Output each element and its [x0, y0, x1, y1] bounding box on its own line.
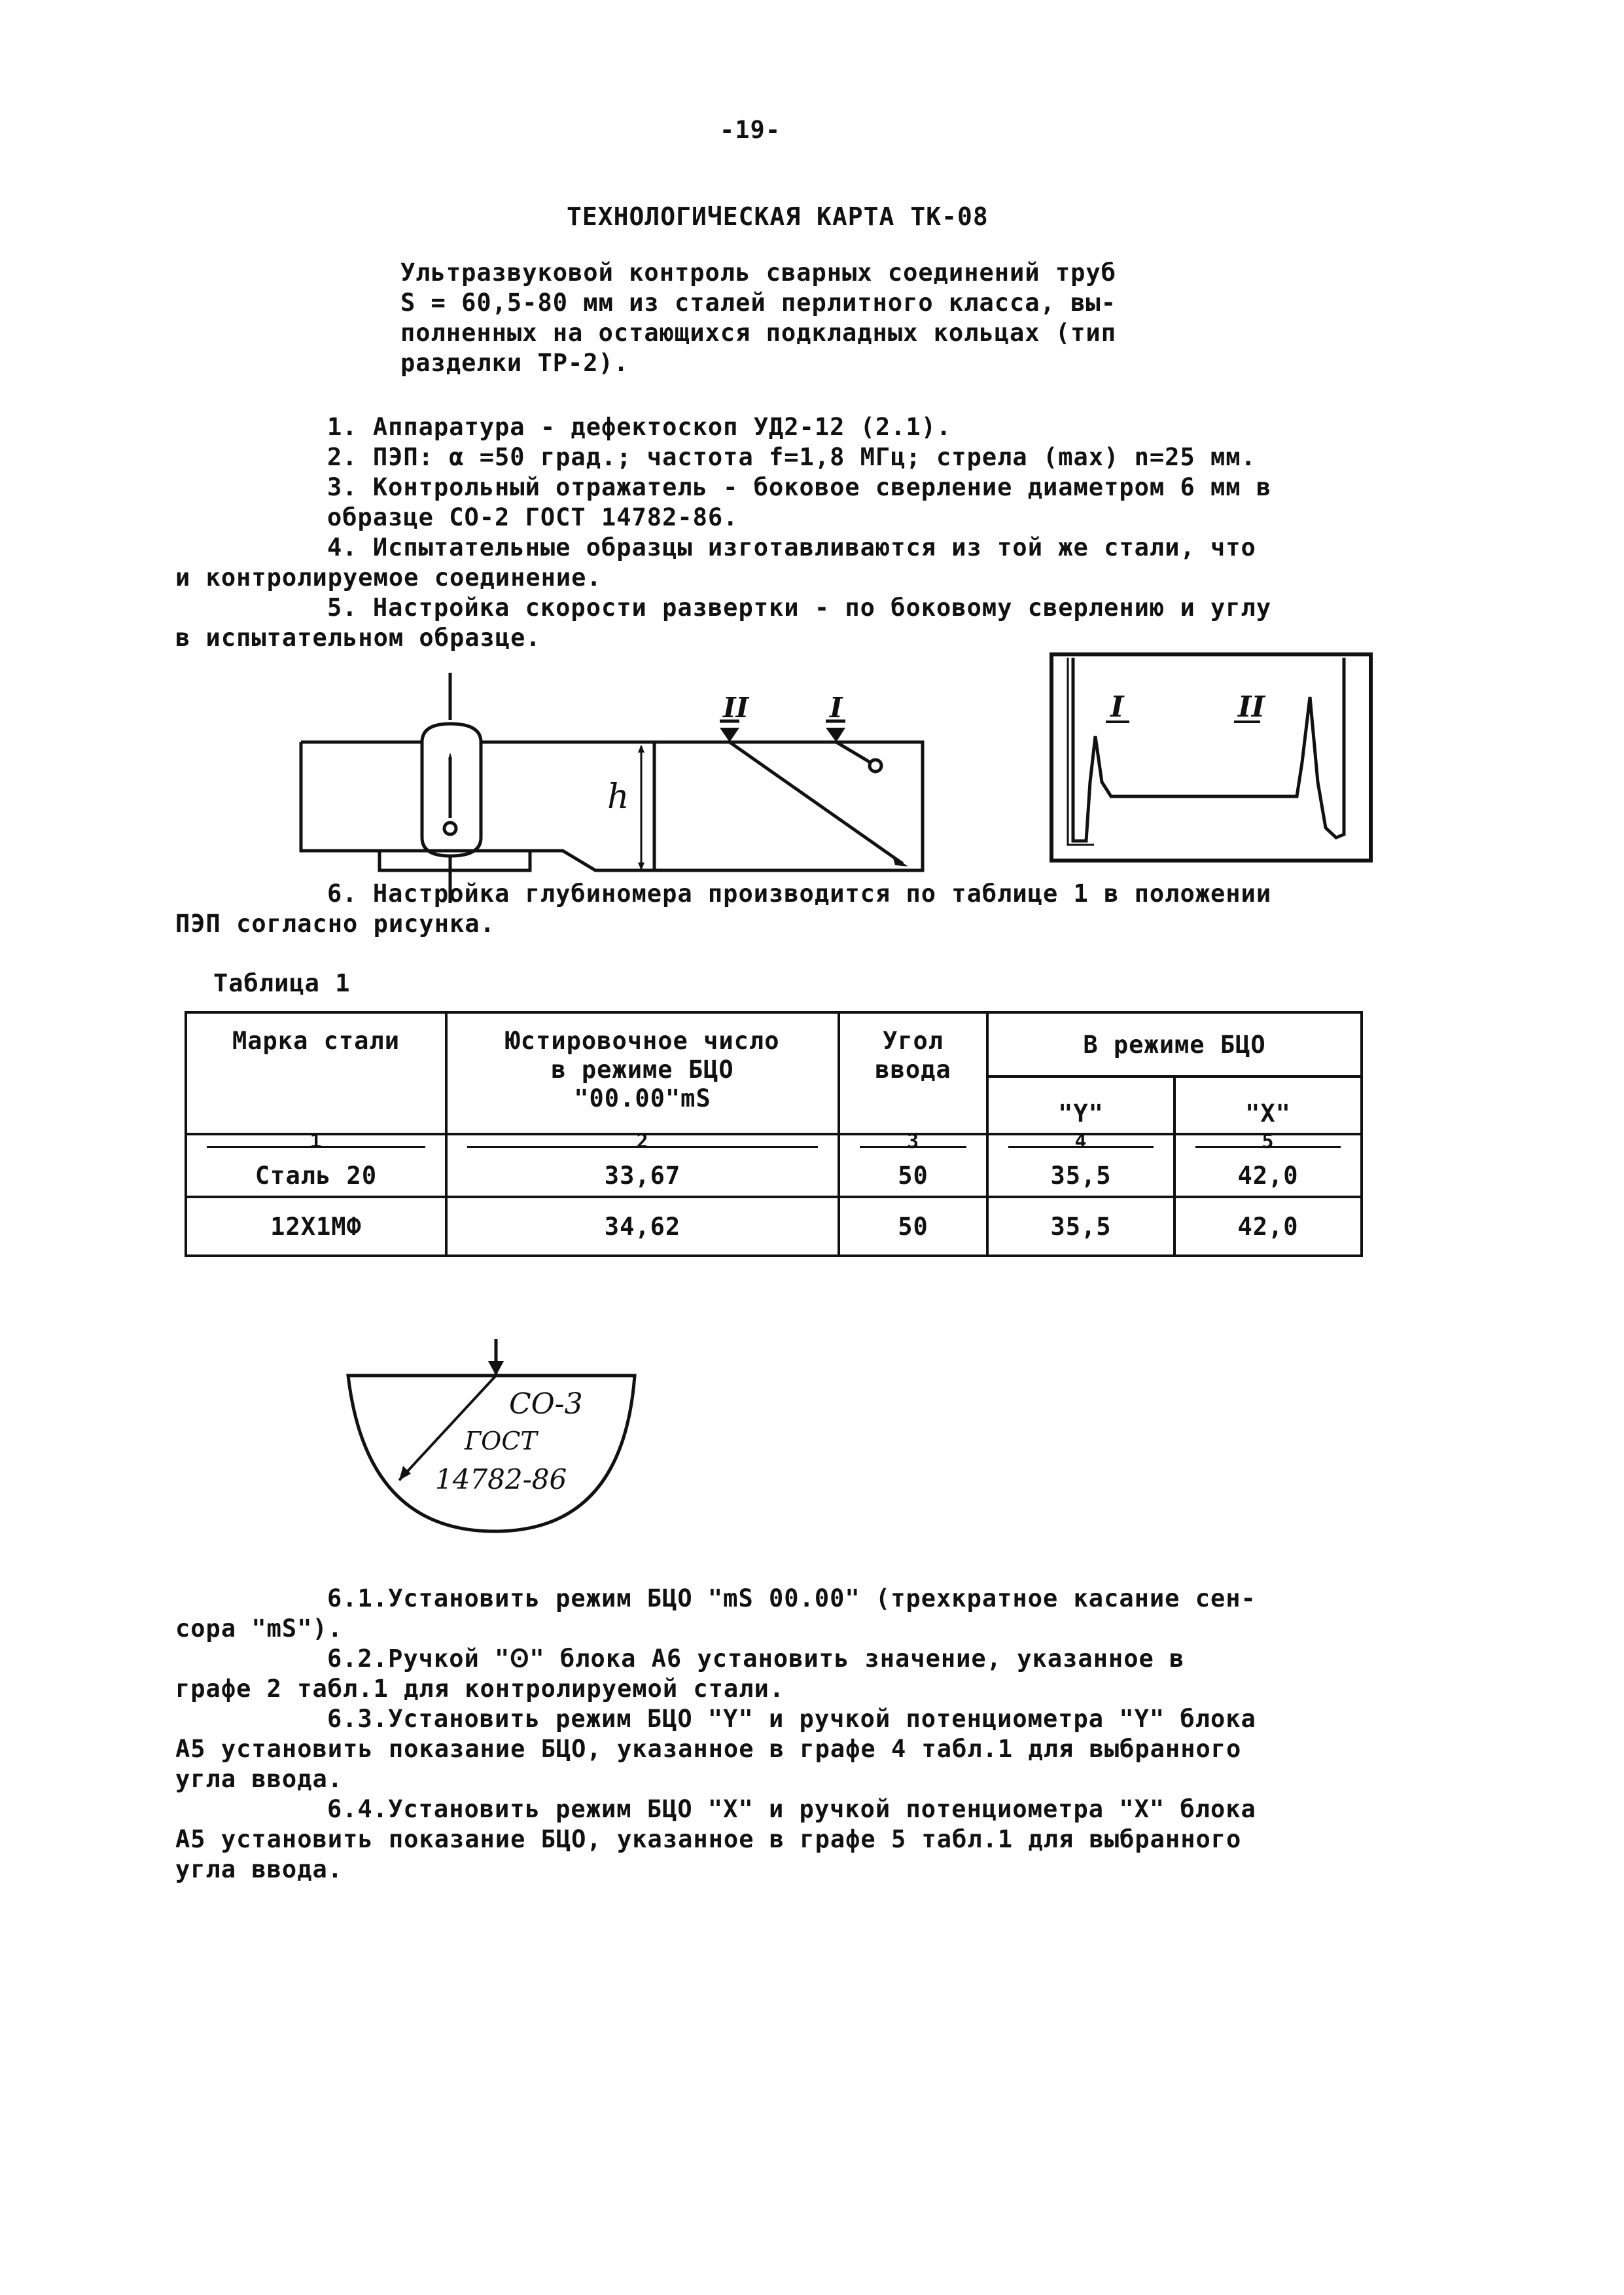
column-number: 5 — [1176, 1135, 1360, 1155]
cell-steel: 12Х1МФ — [186, 1197, 446, 1256]
column-number: 4 — [989, 1135, 1173, 1155]
item-3: 3. Контрольный отражатель - боковое сверление диаметром 6 мм в — [327, 473, 1272, 501]
cell-x: 42,0 — [1174, 1197, 1362, 1256]
cell-y: 35,5 — [987, 1155, 1174, 1197]
echo-label-1: I — [1110, 690, 1124, 724]
header-x: "X" — [1174, 1076, 1362, 1134]
page-title: ТЕХНОЛОГИЧЕСКАЯ КАРТА ТК-08 — [567, 202, 989, 231]
subtitle-line: S = 60,5-80 мм из сталей перлитного класса, вы- — [400, 289, 1116, 317]
items-list — [175, 412, 1491, 653]
item-5-continued: в испытательном образце. — [175, 624, 541, 652]
block-label-line: СО-3 — [509, 1387, 583, 1421]
header-entry-angle: Угол ввода — [839, 1012, 987, 1134]
calibration-table — [185, 1011, 1363, 1257]
beam-label-1: I — [830, 692, 843, 724]
cell-steel: Сталь 20 — [186, 1155, 446, 1197]
subtitle-line: разделки ТР-2). — [400, 349, 629, 377]
table-caption: Таблица 1 — [213, 969, 351, 997]
header-calibration-number: Юстировочное число в режиме БЦО "00.00"mS — [446, 1012, 839, 1134]
beam-label-2: II — [723, 692, 749, 724]
setup-steps — [175, 1584, 1491, 1885]
item-6 — [175, 879, 1491, 939]
weld-section-figure — [288, 661, 942, 910]
header-bco-mode: В режиме БЦО — [987, 1012, 1362, 1076]
step-6-2-continued: графе 2 табл.1 для контролируемой стали. — [175, 1675, 785, 1703]
step-6-3-continued: А5 установить показание БЦО, указанное в графе 4 табл.1 для выбранного — [175, 1735, 1242, 1763]
cell-angle: 50 — [839, 1197, 987, 1256]
item-2: 2. ПЭП: α =50 град.; частота f=1,8 МГц; стрела (max) n=25 мм. — [327, 443, 1256, 471]
header-steel-grade: Марка стали — [186, 1012, 446, 1134]
scope-screen-figure — [1048, 651, 1375, 867]
step-6-3-continued: угла ввода. — [175, 1765, 344, 1793]
subtitle-line: Ультразвуковой контроль сварных соединений труб — [400, 258, 1116, 287]
step-6-1-continued: сора "mS"). — [175, 1614, 344, 1643]
step-6-3: 6.3.Установить режим БЦО "Y" и ручкой потенциометра "Y" блока — [327, 1705, 1256, 1733]
column-number: 1 — [187, 1135, 445, 1155]
table-row — [186, 1155, 1362, 1197]
co3-block-figure — [340, 1335, 654, 1538]
item-3-continued: образце СО-2 ГОСТ 14782-86. — [327, 503, 739, 531]
item-4: 4. Испытательные образцы изготавливаются из той же стали, что — [327, 533, 1256, 561]
block-label-line: 14782-86 — [435, 1463, 567, 1495]
subtitle-line: полненных на остающихся подкладных кольцах (тип — [400, 319, 1116, 347]
cell-number: 34,62 — [446, 1197, 839, 1256]
cell-number: 33,67 — [446, 1155, 839, 1197]
cell-y: 35,5 — [987, 1197, 1174, 1256]
cell-x: 42,0 — [1174, 1155, 1362, 1197]
step-6-1: 6.1.Установить режим БЦО "mS 00.00" (трехкратное касание сен- — [327, 1584, 1256, 1612]
echo-label-2: II — [1238, 690, 1265, 724]
table-row — [186, 1197, 1362, 1256]
item-1: 1. Аппаратура - дефектоскоп УД2-12 (2.1). — [327, 413, 952, 441]
step-6-4: 6.4.Установить режим БЦО "X" и ручкой потенциометра "X" блока — [327, 1795, 1256, 1823]
block-label-line: ГОСТ — [465, 1427, 537, 1455]
column-number: 2 — [448, 1135, 838, 1155]
header-y: "Y" — [987, 1076, 1174, 1134]
cell-angle: 50 — [839, 1155, 987, 1197]
item-6-line: 6. Настройка глубиномера производится по таблице 1 в положении — [327, 880, 1272, 908]
thickness-label: h — [607, 777, 629, 817]
step-6-4-continued: угла ввода. — [175, 1855, 344, 1883]
step-6-4-continued: А5 установить показание БЦО, указанное в графе 5 табл.1 для выбранного — [175, 1825, 1242, 1853]
step-6-2: 6.2.Ручкой "Ꙩ" блока А6 установить значение, указанное в — [327, 1645, 1185, 1673]
item-6-continued: ПЭП согласно рисунка. — [175, 910, 495, 938]
item-5: 5. Настройка скорости развертки - по боковому сверлению и углу — [327, 594, 1272, 622]
subtitle — [400, 258, 1116, 378]
column-number: 3 — [840, 1135, 986, 1155]
page-number: -19- — [720, 116, 781, 144]
item-4-continued: и контролируемое соединение. — [175, 563, 602, 592]
